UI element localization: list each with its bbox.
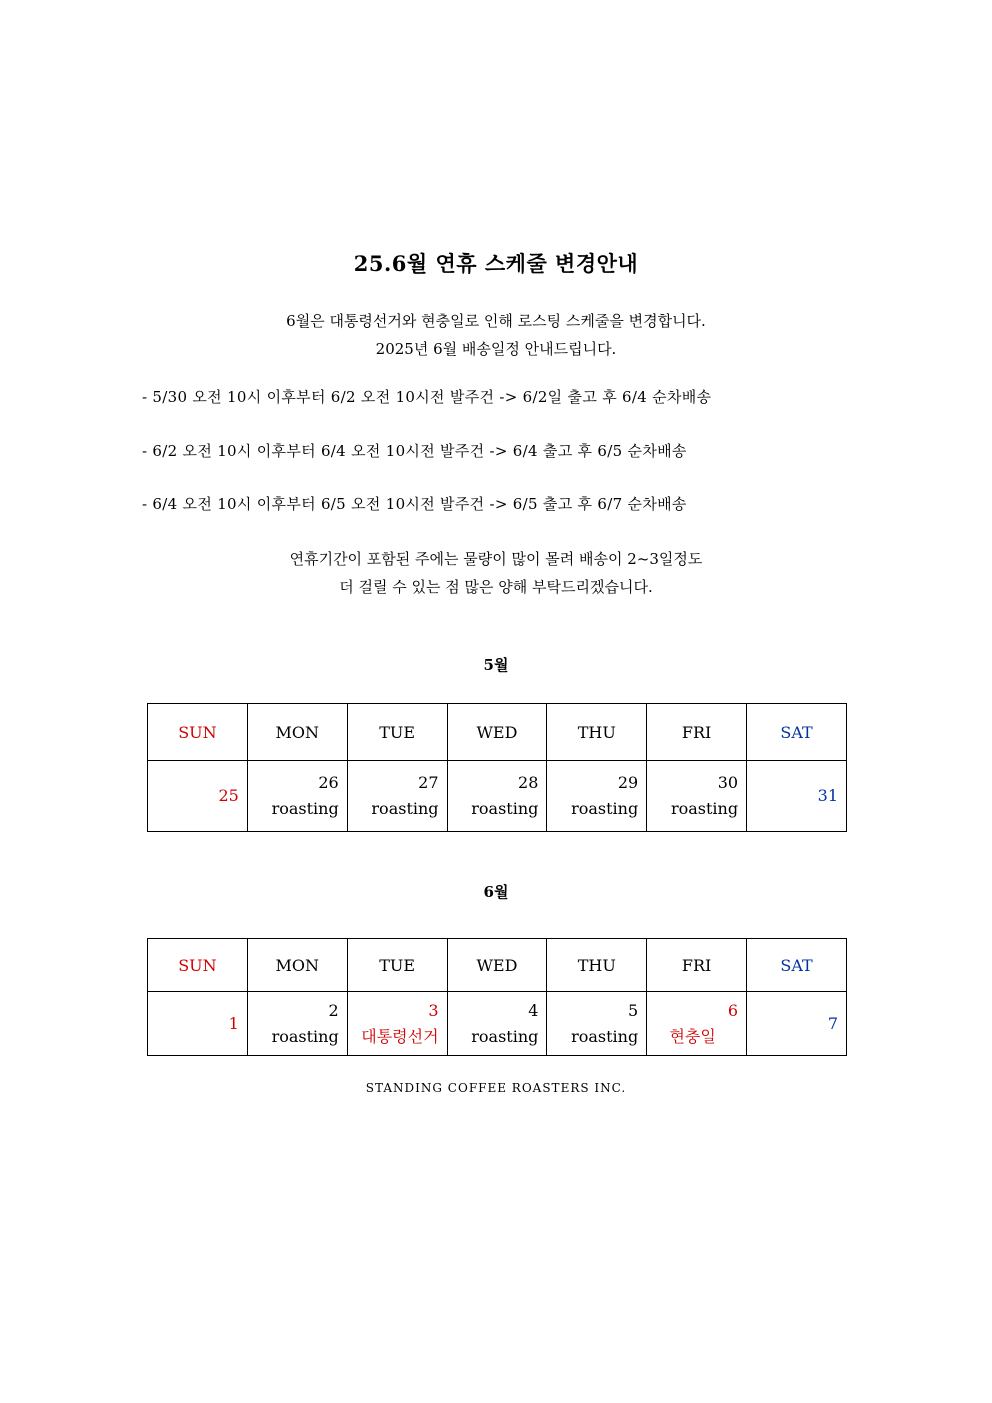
day-label: roasting [670,799,739,818]
day-number: 26 [318,773,339,792]
day-number: 1 [228,1013,239,1033]
day-number: 7 [827,1013,838,1033]
delay-notice [0,545,992,601]
june-calendar [147,938,847,1056]
calendar-day-cell [347,761,447,832]
holiday-label: 대통령선거 [361,1026,439,1046]
calendar-day-cell [647,761,747,832]
company-footer: STANDING COFFEE ROASTERS INC. [365,1081,627,1095]
calendar-week-row [148,761,847,832]
day-header-thu: THU [547,704,647,761]
day-label: roasting [471,1026,539,1046]
schedule-bullet-1: - 5/30 오전 10시 이후부터 6/2 오전 10시전 발주건 -> 6/2일 출고 후 6/4 순차배송 [142,388,712,406]
notice-line-2: 더 걸릴 수 있는 점 많은 양해 부탁드리겠습니다. [339,578,653,596]
day-header-fri: FRI [647,704,747,761]
day-header-mon: MON [247,704,347,761]
calendar-day-cell [547,761,647,832]
day-number: 31 [817,786,838,805]
day-number: 5 [628,1000,639,1020]
schedule-bullet-2: - 6/2 오전 10시 이후부터 6/4 오전 10시전 발주건 -> 6/4 출고 후 6/5 순차배송 [142,442,687,460]
day-label: roasting [471,799,539,818]
calendar-day-cell [447,992,547,1056]
may-calendar-title: 5월 [483,656,509,674]
day-label: roasting [271,1026,339,1046]
holiday-label: 현충일 [669,1026,716,1046]
page-title: 25.6월 연휴 스케줄 변경안내 [353,251,639,276]
day-header-mon: MON [247,939,347,992]
day-header-tue: TUE [347,939,447,992]
calendar-day-cell [247,761,347,832]
calendar-header-row [148,939,847,992]
day-header-sun: SUN [148,939,248,992]
day-header-sat: SAT [747,939,847,992]
may-calendar [147,703,847,832]
day-header-wed: WED [447,939,547,992]
schedule-bullet-3: - 6/4 오전 10시 이후부터 6/5 오전 10시전 발주건 -> 6/5 출고 후 6/7 순차배송 [142,495,687,513]
intro-text [0,307,992,363]
calendar-week-row [148,992,847,1056]
day-number: 25 [218,786,239,805]
day-header-thu: THU [547,939,647,992]
calendar-day-cell [747,761,847,832]
day-label: roasting [571,1026,639,1046]
day-label: roasting [271,799,339,818]
calendar-header-row [148,704,847,761]
day-number: 3 [428,1000,439,1020]
day-header-sun: SUN [148,704,248,761]
calendar-day-cell [447,761,547,832]
holiday-cell-memorial [647,992,747,1056]
day-number: 2 [328,1000,339,1020]
day-label: roasting [371,799,439,818]
calendar-day-cell [247,992,347,1056]
calendar-day-cell [148,761,248,832]
june-calendar-title: 6월 [483,883,509,901]
day-label: roasting [571,799,639,818]
day-number: 4 [528,1000,539,1020]
intro-line-1: 6월은 대통령선거와 현충일로 인해 로스팅 스케줄을 변경합니다. [286,312,706,330]
calendar-day-cell [747,992,847,1056]
day-number: 6 [727,1000,739,1020]
notice-line-1: 연휴기간이 포함된 주에는 물량이 많이 몰려 배송이 2~3일정도 [289,550,703,568]
day-header-wed: WED [447,704,547,761]
calendar-day-cell [148,992,248,1056]
intro-line-2: 2025년 6월 배송일정 안내드립니다. [375,340,617,358]
day-header-tue: TUE [347,704,447,761]
holiday-cell-election [347,992,447,1056]
day-number: 29 [617,773,639,792]
day-number: 27 [418,773,439,792]
day-header-fri: FRI [647,939,747,992]
day-number: 30 [717,773,739,792]
day-header-sat: SAT [747,704,847,761]
day-number: 28 [518,773,539,792]
calendar-day-cell [547,992,647,1056]
